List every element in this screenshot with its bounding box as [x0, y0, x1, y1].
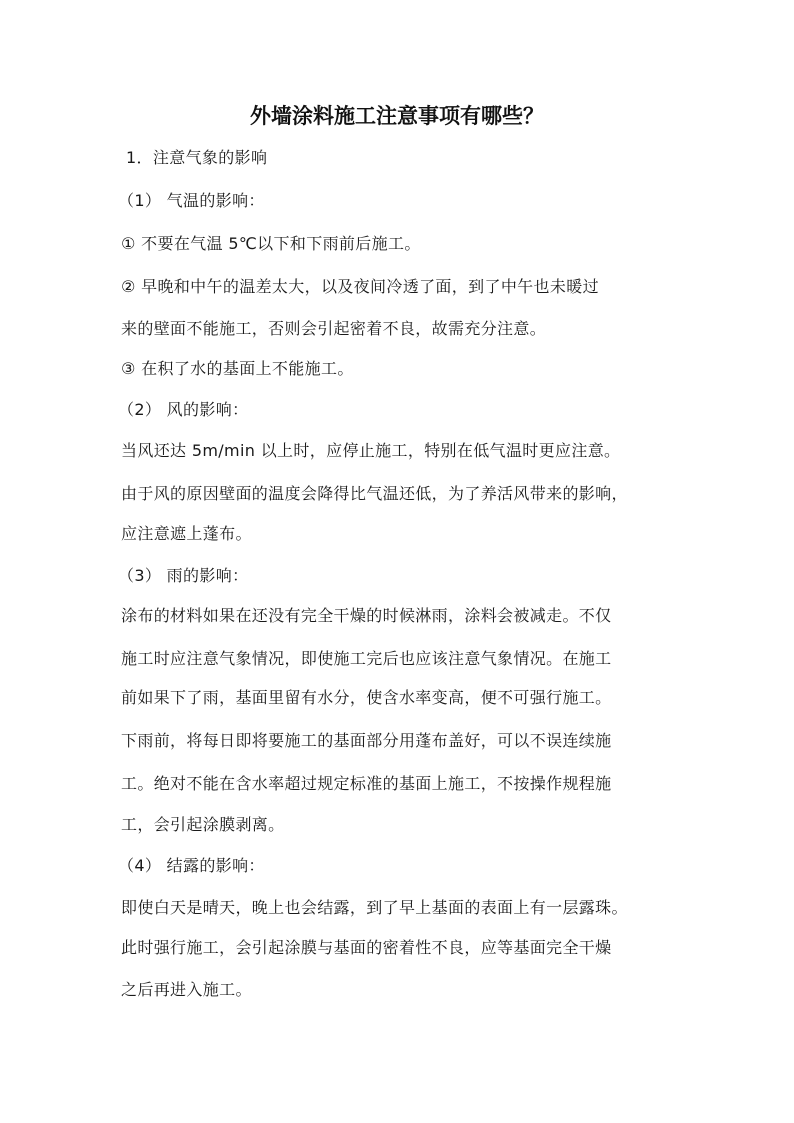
- paragraph-line: ③ 在积了水的基面上不能施工。: [121, 359, 354, 378]
- paragraph-line: 施工时应注意气象情况，即使施工完后也应该注意气象情况。在施工: [121, 649, 612, 668]
- section-heading: 1．注意气象的影响: [126, 148, 268, 167]
- paragraph-line: 下雨前，将每日即将要施工的基面部分用蓬布盖好，可以不误连续施: [121, 731, 612, 750]
- paragraph-line: 工，会引起涂膜剥离。: [121, 815, 285, 834]
- subsection-heading: （1） 气温的影响：: [118, 191, 265, 210]
- paragraph-line: 应注意遮上蓬布。: [121, 524, 252, 543]
- paragraph-line: 前如果下了雨，基面里留有水分，使含水率变高，便不可强行施工。: [121, 688, 612, 707]
- paragraph-line: 当风还达 5m/min 以上时，应停止施工，特别在低气温时更应注意。: [121, 441, 621, 460]
- page-title: 外墙涂料施工注意事项有哪些？: [250, 103, 544, 128]
- paragraph-line: 由于风的原因壁面的温度会降得比气温还低，为了养活风带来的影响，: [121, 484, 628, 503]
- subsection-heading: （4） 结露的影响：: [118, 856, 265, 875]
- paragraph-line: ① 不要在气温 5℃以下和下雨前后施工。: [121, 234, 421, 253]
- paragraph-line: 之后再进入施工。: [121, 980, 252, 999]
- paragraph-line: ② 早晚和中午的温差太大，以及夜间冷透了面，到了中午也未暖过: [121, 277, 599, 296]
- subsection-heading: （3） 雨的影响：: [118, 566, 249, 585]
- paragraph-line: 涂布的材料如果在还没有完全干燥的时候淋雨，涂料会被减走。不仅: [121, 606, 612, 625]
- paragraph-line: 此时强行施工，会引起涂膜与基面的密着性不良，应等基面完全干燥: [121, 938, 612, 957]
- subsection-heading: （2） 风的影响：: [118, 400, 249, 419]
- paragraph-line: 工。绝对不能在含水率超过规定标准的基面上施工，不按操作规程施: [121, 774, 612, 793]
- paragraph-line: 来的壁面不能施工，否则会引起密着不良，故需充分注意。: [121, 319, 547, 338]
- paragraph-line: 即使白天是晴天，晚上也会结露，到了早上基面的表面上有一层露珠。: [121, 898, 628, 917]
